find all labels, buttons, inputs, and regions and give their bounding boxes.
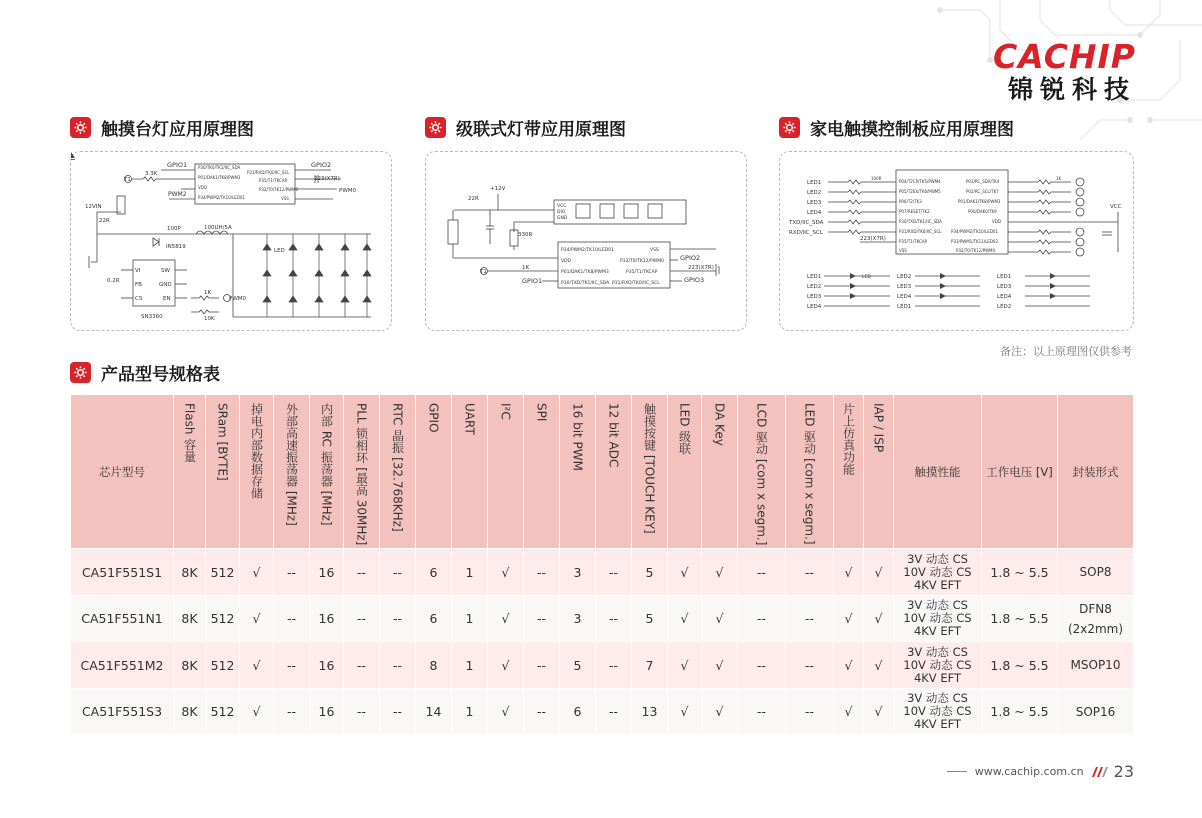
col-header-hsosc-text: 外部高速振荡器 [MHz] (284, 403, 299, 526)
cell-ice: √ (834, 642, 864, 689)
col-header-i2c (488, 395, 524, 549)
col-header-flash (174, 395, 206, 549)
cell-perf-line: 4KV EFT (913, 670, 962, 685)
col-header-rtc (380, 395, 416, 549)
label-pwm0-b: PWM0 (229, 296, 246, 302)
logo-name-cn: 锦锐科技 (1007, 75, 1136, 104)
label-pwm2: PWM2 (168, 191, 187, 198)
col-header-adc-text: 12 bit ADC (606, 403, 621, 468)
col-header-gpio-text: GPIO (426, 403, 441, 433)
col-header-ice (834, 395, 864, 549)
label-t1: T1 (480, 269, 487, 275)
mcu-pin-l1: P30/TK0/TK1/IIC_SDA (198, 165, 241, 170)
label-gpio2: GPIO2 (311, 161, 332, 169)
cell-pll: -- (344, 549, 380, 596)
mcu-pin-r6: P34/PWM2/TK10/LED01 (951, 229, 998, 234)
cell-perf (894, 595, 982, 642)
label-r1k: 1K (1056, 176, 1062, 181)
label-gpio1: GPIO1 (522, 277, 543, 285)
mcu-pin-r3: P35/T1/TKCAP (626, 270, 658, 275)
col-header-dakey (702, 395, 738, 549)
cell-spi: -- (524, 642, 560, 689)
drv-pin-cs: CS (135, 296, 143, 302)
grid-c-2: LED3 (997, 284, 1012, 290)
label-vcc: VCC (1110, 204, 1122, 210)
cell-touch: 5 (632, 595, 668, 642)
label-r22r: 22R (468, 196, 479, 202)
cell-rtc: -- (380, 642, 416, 689)
label-driver: SN3360 (141, 314, 163, 320)
mcu-pin-r4: P31/RXD/TK0/IIC_SCL (612, 281, 660, 286)
section-title-text: 级联式灯带应用原理图 (456, 119, 626, 140)
schematic-note: 备注：以上原理图仅供参考 (1000, 345, 1132, 358)
led-in-sda: TXD/IIC_SDA (789, 220, 824, 226)
cell-eeprom: √ (240, 549, 274, 596)
cell-perf-line: 4KV EFT (913, 624, 962, 639)
col-header-flash-text: Flash 容量 (182, 403, 197, 463)
section-title-touch-lamp (70, 116, 254, 138)
logo-brand: CACHIP (992, 37, 1136, 76)
gear-icon (425, 117, 446, 138)
grid-a-4: LED4 (807, 304, 822, 310)
mcu-pin-l2: P05/T2EX/TK6/PWM5 (899, 189, 941, 194)
cell-perf-line: 4KV EFT (913, 717, 962, 732)
cell-hsosc: -- (274, 688, 310, 735)
cell-perf (894, 642, 982, 689)
cell-rc: 16 (310, 549, 344, 596)
col-header-rc-text: 内部 RC 振荡器 [MHz] (319, 403, 334, 526)
cell-dakey: √ (702, 595, 738, 642)
label-vin: 12VIN (85, 204, 102, 210)
col-header-dakey-text: DA Key (712, 403, 727, 446)
table-header-row (71, 395, 1134, 549)
label-led: LED (274, 248, 285, 254)
cell-pkg-line: SOP16 (1075, 704, 1116, 719)
cell-sram: 512 (206, 688, 240, 735)
cell-spi: -- (524, 688, 560, 735)
col-header-i2c-text: I²C (498, 403, 513, 420)
col-header-sram (206, 395, 240, 549)
col-header-leddrv (786, 395, 834, 549)
cell-rtc: -- (380, 549, 416, 596)
drv-pin-sw: SW (161, 268, 170, 274)
label-r33k: 3.3K (145, 171, 158, 177)
grid-b-3: LED4 (897, 294, 912, 300)
cell-spi: -- (524, 595, 560, 642)
col-header-uart (452, 395, 488, 549)
section-title-text: 产品型号规格表 (101, 364, 220, 385)
col-header-spi-text: SPI (534, 403, 549, 422)
col-header-model: 芯片型号 (71, 395, 174, 549)
schematic-touch-lamp (70, 151, 392, 331)
cell-pll: -- (344, 642, 380, 689)
col-header-eeprom-text: 掉电内部数据存储 (249, 403, 264, 499)
cell-hsosc: -- (274, 642, 310, 689)
cell-gpio: 6 (416, 595, 452, 642)
strip-pin-dio: DIO (557, 210, 566, 215)
cell-flash: 8K (174, 549, 206, 596)
cell-adc: -- (596, 688, 632, 735)
product-spec-table (70, 394, 1134, 735)
col-header-iap (864, 395, 894, 549)
label-led: LED (862, 275, 871, 280)
col-header-sram-text: SRam [BYTE] (215, 403, 230, 481)
col-header-eeprom (240, 395, 274, 549)
company-logo (993, 38, 1136, 105)
cell-sram: 512 (206, 549, 240, 596)
col-header-pwm (560, 395, 596, 549)
cell-i2c: √ (488, 688, 524, 735)
col-header-perf: 触摸性能 (894, 395, 982, 549)
label-v12: +12V (490, 186, 506, 192)
cell-volt: 1.8 ~ 5.5 (982, 688, 1058, 735)
mcu-pin-l3: VDD (198, 185, 207, 190)
cell-touch: 13 (632, 688, 668, 735)
cell-gpio: 8 (416, 642, 452, 689)
schematic-drawing (780, 152, 1135, 332)
section-title-text: 触摸台灯应用原理图 (101, 119, 254, 140)
label-gpio1: GPIO1 (167, 161, 188, 169)
cell-perf-line: 4KV EFT (913, 577, 962, 592)
gear-icon (70, 362, 91, 383)
grid-b-1: LED2 (897, 274, 912, 280)
gear-icon (70, 117, 91, 138)
led-in-3: LED3 (807, 200, 822, 206)
cell-eeprom: √ (240, 595, 274, 642)
stripes-icon (1090, 767, 1108, 777)
cell-pll: -- (344, 688, 380, 735)
cell-leddrv: -- (786, 688, 834, 735)
cell-pwm: 5 (560, 642, 596, 689)
cell-iap: √ (864, 688, 894, 735)
label-cap: 223(X7R) (314, 176, 340, 182)
cell-sram: 512 (206, 642, 240, 689)
cell-lcd: -- (738, 549, 786, 596)
footer-url[interactable]: www.cachip.com.cn (974, 765, 1084, 778)
label-gpio3: GPIO3 (684, 276, 705, 284)
cell-eeprom: √ (240, 642, 274, 689)
schematic-cascade-strip (425, 151, 747, 331)
drv-pin-fb: FB (135, 282, 142, 288)
label-inductor: 100UH/5A (204, 225, 232, 231)
mcu-pin-r4: P00/DAK0/TK9 (968, 209, 997, 214)
mcu-pin-r4: VSS (281, 196, 289, 201)
col-header-ice-text: 片上仿真功能 (841, 403, 856, 475)
label-t1: T1 (124, 177, 131, 183)
led-in-2: LED2 (807, 190, 822, 196)
label-r22r: 22R (99, 218, 110, 224)
cell-model: CA51F551M2 (71, 642, 174, 689)
label-r0r: 0.2R (107, 278, 120, 284)
cell-leddrv: -- (786, 642, 834, 689)
section-title-cascade-strip (425, 116, 626, 138)
cell-model: CA51F551N1 (71, 595, 174, 642)
grid-a-1: LED1 (807, 274, 822, 280)
col-header-pll-text: PLL 锁相环 [最高 30MHz] (354, 403, 369, 546)
mcu-pin-l4: P30/TXD/TK1/IIC_SDA (561, 281, 610, 286)
cell-dakey: √ (702, 642, 738, 689)
label-diode: IN5819 (166, 244, 186, 250)
cell-adc: -- (596, 595, 632, 642)
cell-pwm: 6 (560, 688, 596, 735)
cell-rc: 16 (310, 688, 344, 735)
mcu-pin-r2: P02/RC_SCL/TK7 (966, 189, 999, 194)
cell-rc: 16 (310, 642, 344, 689)
gear-icon (779, 117, 800, 138)
col-header-gpio (416, 395, 452, 549)
section-title-appliance-panel (779, 116, 1014, 138)
col-header-lcd (738, 395, 786, 549)
cell-lcd: -- (738, 688, 786, 735)
cell-i2c: √ (488, 595, 524, 642)
drv-pin-en: EN (163, 296, 171, 302)
section-title-spec-table (70, 361, 220, 383)
cell-ice: √ (834, 549, 864, 596)
mcu-pin-l7: P35/T1/TKCAP (899, 239, 927, 244)
mcu-pin-l3: P01/DAK1/TK8/PWM3 (561, 270, 609, 275)
grid-c-4: LED2 (997, 304, 1012, 310)
cell-leddrv: -- (786, 549, 834, 596)
grid-b-2: LED3 (897, 284, 912, 290)
label-c100p: 100P (167, 226, 181, 232)
cell-rtc: -- (380, 595, 416, 642)
cell-pwm: 3 (560, 549, 596, 596)
mcu-pin-l5: P30/TXD/TK1/IIC_SDA (899, 219, 942, 224)
mcu-pin-r2: P32/T0/TK12/PWM0 (620, 259, 664, 264)
table-row (71, 642, 1134, 689)
cell-uart: 1 (452, 688, 488, 735)
label-r1k: 1K (204, 290, 212, 296)
mcu-pin-r1: P03/RC_SDA/TK4 (966, 179, 1000, 184)
mcu-pin-l1: P34/PWM2/TK10/LED01 (561, 248, 614, 253)
schematic-appliance-panel (779, 151, 1134, 331)
mcu-pin-l1: P04/T2CP/TK5/PWM4 (899, 179, 941, 184)
cell-perf-line: 3V 动态 CS (907, 644, 968, 659)
cell-volt: 1.8 ~ 5.5 (982, 642, 1058, 689)
led-in-4: LED4 (807, 210, 822, 216)
cell-perf-line: 3V 动态 CS (907, 691, 968, 706)
col-header-rtc-text: RTC 晶振 [32.768KHz] (390, 403, 405, 532)
cell-pkg (1058, 642, 1134, 689)
mcu-pin-l4: P34/PWM2/TK10/LED01 (198, 195, 245, 200)
col-header-ledcas (668, 395, 702, 549)
cell-iap: √ (864, 595, 894, 642)
col-header-touch-text: 触摸按键 [TOUCH KEY] (642, 403, 657, 534)
cell-adc: -- (596, 549, 632, 596)
cell-spi: -- (524, 549, 560, 596)
cell-perf-line: 10V 动态 CS (903, 657, 972, 672)
cell-iap: √ (864, 642, 894, 689)
grid-a-2: LED2 (807, 284, 822, 290)
col-header-iap-text: IAP / ISP (871, 403, 886, 453)
cell-i2c: √ (488, 549, 524, 596)
cell-perf-line: 3V 动态 CS (907, 598, 968, 613)
cell-iap: √ (864, 549, 894, 596)
cell-perf-line: 10V 动态 CS (903, 704, 972, 719)
label-r100r: 100R (871, 176, 882, 181)
mcu-pin-r8: P32/T0/TK12/PWM0 (956, 248, 996, 253)
strip-pin-gnd: GND (557, 216, 568, 221)
cell-gpio: 14 (416, 688, 452, 735)
col-header-adc (596, 395, 632, 549)
mcu-pin-r7: P33/PWM1/TK11/LED02 (951, 239, 998, 244)
cell-ice: √ (834, 595, 864, 642)
col-header-ledcas-text: LED 级联 (677, 403, 692, 455)
page-number: 23 (1113, 762, 1134, 781)
mcu-pin-r2: P35/T1/TKCAP (259, 178, 287, 183)
cell-volt: 1.8 ~ 5.5 (982, 595, 1058, 642)
cell-dakey: √ (702, 688, 738, 735)
label-pwm0: PWM0 (339, 188, 356, 194)
col-header-touch (632, 395, 668, 549)
col-header-rc (310, 395, 344, 549)
cell-pkg-line: (2x2mm) (1067, 621, 1124, 636)
mcu-pin-r5: VDD (992, 219, 1001, 224)
mcu-pin-l2: VDD (561, 259, 572, 264)
cell-lcd: -- (738, 595, 786, 642)
cell-hsosc: -- (274, 595, 310, 642)
mcu-pin-r3: P32/T0/TK12/PWM0 (259, 187, 299, 192)
cell-dakey: √ (702, 549, 738, 596)
led-in-1: LED1 (807, 180, 822, 186)
cell-pwm: 3 (560, 595, 596, 642)
mcu-pin-r1: P31/RXD/TK0/IIC_SCL (247, 170, 290, 175)
label-r330: 330R (518, 232, 533, 238)
cell-flash: 8K (174, 642, 206, 689)
cell-lcd: -- (738, 642, 786, 689)
cell-uart: 1 (452, 595, 488, 642)
label-cap: 223(X7R) (860, 236, 886, 242)
grid-c-3: LED4 (997, 294, 1012, 300)
cell-i2c: √ (488, 642, 524, 689)
col-header-lcd-text: LCD 驱动 [com x segm.] (754, 403, 769, 546)
cell-gpio: 6 (416, 549, 452, 596)
led-in-scl: RXD/IIC_SCL (789, 230, 823, 236)
cell-perf-line: 10V 动态 CS (903, 564, 972, 579)
grid-a-3: LED3 (807, 294, 822, 300)
cell-perf-line: 3V 动态 CS (907, 551, 968, 566)
col-header-pkg: 封装形式 (1058, 395, 1134, 549)
mcu-pin-l8: VSS (899, 248, 907, 253)
page-footer (947, 762, 1134, 781)
table-body (71, 549, 1134, 735)
table-row (71, 688, 1134, 735)
cell-perf (894, 688, 982, 735)
cell-pkg-line: DFN8 (1079, 601, 1112, 616)
cell-pkg-line: MSOP10 (1070, 658, 1121, 673)
cell-ledcas: √ (668, 688, 702, 735)
col-header-leddrv-text: LED 驱动 [com x segm.] (802, 403, 817, 545)
cell-pkg (1058, 688, 1134, 735)
schematic-drawing (71, 152, 393, 332)
cell-pkg (1058, 549, 1134, 596)
grid-b-4: LED1 (897, 304, 912, 310)
cell-eeprom: √ (240, 688, 274, 735)
cell-sram: 512 (206, 595, 240, 642)
schematic-drawing (426, 152, 748, 332)
cell-flash: 8K (174, 688, 206, 735)
grid-c-1: LED1 (997, 274, 1012, 280)
strip-pin-vcc: VCC (557, 204, 567, 209)
cell-uart: 1 (452, 549, 488, 596)
mcu-pin-l3: P06/T2/TK3 (899, 199, 922, 204)
mcu-pin-l4: P07/RESET/TK2 (899, 209, 930, 214)
cell-pkg-line: SOP8 (1079, 565, 1112, 580)
col-header-uart-text: UART (462, 403, 477, 435)
cell-ledcas: √ (668, 595, 702, 642)
col-header-spi (524, 395, 560, 549)
label-gpio2: GPIO2 (680, 254, 701, 262)
section-title-text: 家电触摸控制板应用原理图 (810, 119, 1014, 140)
cell-touch: 5 (632, 549, 668, 596)
cell-rtc: -- (380, 688, 416, 735)
cell-touch: 7 (632, 642, 668, 689)
label-cap: 223(X7R) (688, 265, 714, 271)
mcu-pin-r3: P01/DAK1/TK8/PWM3 (958, 199, 1001, 204)
cell-uart: 1 (452, 642, 488, 689)
cell-pll: -- (344, 595, 380, 642)
cell-ledcas: √ (668, 642, 702, 689)
footer-divider (947, 771, 967, 772)
cell-leddrv: -- (786, 595, 834, 642)
cell-adc: -- (596, 642, 632, 689)
cell-hsosc: -- (274, 549, 310, 596)
mcu-pin-r1: VSS (650, 248, 659, 253)
col-header-volt: 工作电压 [V] (982, 395, 1058, 549)
label-r1k: 1K (522, 265, 530, 271)
cell-perf (894, 549, 982, 596)
mcu-pin-l2: P01/DAK1/TK8/PWM3 (198, 175, 241, 180)
label-r10k: 10K (204, 316, 215, 322)
led-matrix (263, 234, 371, 317)
mcu-pin-l6: P31/RXD/TK0/IIC_SCL (899, 229, 942, 234)
cell-model: CA51F551S1 (71, 549, 174, 596)
cell-pkg (1058, 595, 1134, 642)
cell-perf-line: 10V 动态 CS (903, 611, 972, 626)
col-header-pwm-text: 16 bit PWM (570, 403, 585, 472)
cell-model: CA51F551S3 (71, 688, 174, 735)
table-row (71, 549, 1134, 596)
cell-volt: 1.8 ~ 5.5 (982, 549, 1058, 596)
drv-pin-vi: VI (135, 268, 141, 274)
cell-ice: √ (834, 688, 864, 735)
drv-pin-gnd: GND (159, 282, 172, 288)
cell-flash: 8K (174, 595, 206, 642)
cell-rc: 16 (310, 595, 344, 642)
table-row (71, 595, 1134, 642)
col-header-hsosc (274, 395, 310, 549)
cell-ledcas: √ (668, 549, 702, 596)
col-header-pll (344, 395, 380, 549)
